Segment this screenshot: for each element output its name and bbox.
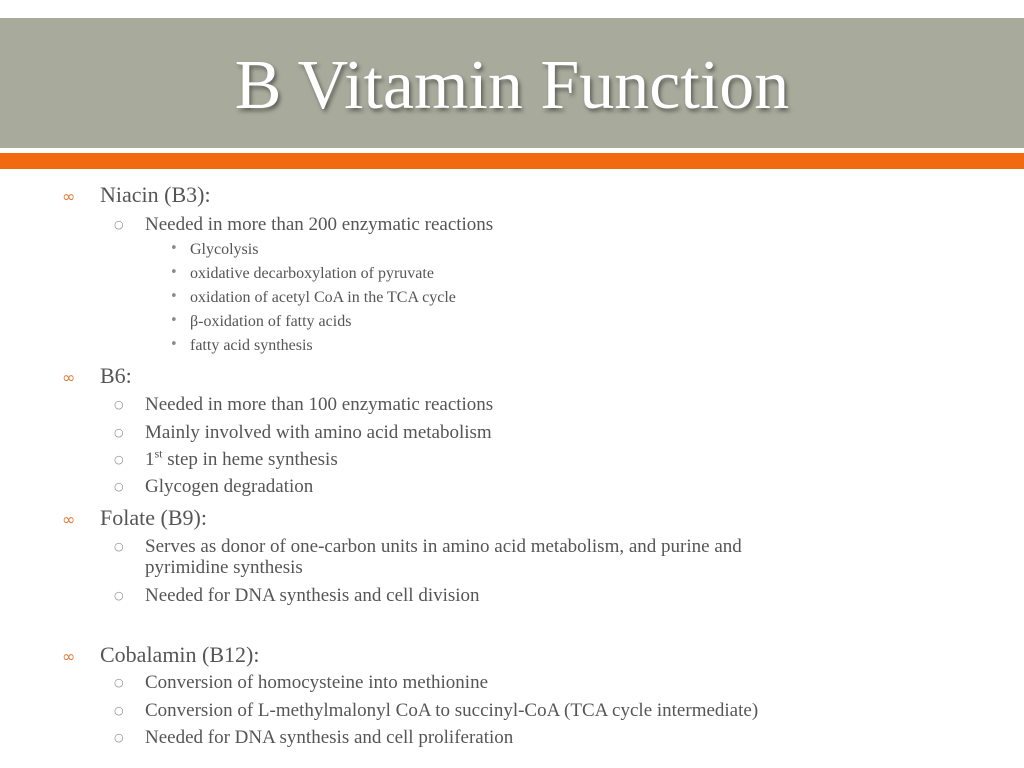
dot-bullet-icon: •: [170, 313, 178, 328]
list-item: Needed in more than 100 enzymatic reactions: [145, 394, 494, 415]
list-item: Conversion of L-methylmalonyl CoA to succinyl-CoA (TCA cycle intermediate): [145, 700, 759, 721]
dot-bullet-icon: •: [170, 337, 178, 352]
hollow-circle-bullet-icon: ○: [114, 426, 124, 439]
list-item: Glycogen degradation: [145, 476, 314, 497]
list-item-line2: pyrimidine synthesis: [145, 557, 303, 578]
slide-title: B Vitamin Function: [234, 47, 790, 124]
hollow-circle-bullet-icon: ○: [114, 589, 124, 602]
list-subitem: fatty acid synthesis: [190, 337, 313, 354]
list-item: [145, 446, 338, 471]
list-subitem: oxidation of acetyl CoA in the TCA cycle: [190, 289, 456, 306]
dot-bullet-icon: •: [170, 241, 178, 256]
hollow-circle-bullet-icon: ○: [114, 480, 124, 493]
list-subitem: oxidative decarboxylation of pyruvate: [190, 265, 434, 282]
list-item-line1: Serves as donor of one-carbon units in amino acid metabolism, and purine and: [145, 536, 742, 557]
hollow-circle-bullet-icon: ○: [114, 540, 124, 553]
item-text-prefix: 1: [145, 449, 155, 470]
list-item: Needed in more than 200 enzymatic reactions: [145, 214, 494, 235]
hollow-circle-bullet-icon: ○: [114, 676, 124, 689]
list-item: Conversion of homocysteine into methionine: [145, 672, 489, 693]
dot-bullet-icon: •: [170, 289, 178, 304]
infinity-bullet-icon: ∞: [62, 187, 72, 206]
item-text-superscript: st: [154, 446, 163, 461]
hollow-circle-bullet-icon: ○: [114, 731, 124, 744]
list-item: Needed for DNA synthesis and cell proliferation: [145, 727, 514, 748]
list-subitem: Glycolysis: [190, 241, 259, 258]
hollow-circle-bullet-icon: ○: [114, 398, 124, 411]
list-subitem: β-oxidation of fatty acids: [190, 313, 352, 330]
section-heading-b6: B6:: [100, 363, 132, 388]
infinity-bullet-icon: ∞: [62, 368, 72, 387]
infinity-bullet-icon: ∞: [62, 510, 72, 529]
hollow-circle-bullet-icon: ○: [114, 453, 124, 466]
list-item: Mainly involved with amino acid metabolism: [145, 422, 492, 443]
section-heading-niacin: Niacin (B3):: [100, 182, 211, 207]
dot-bullet-icon: •: [170, 265, 178, 280]
hollow-circle-bullet-icon: ○: [114, 704, 124, 717]
item-text-suffix: step in heme synthesis: [162, 449, 338, 470]
infinity-bullet-icon: ∞: [62, 647, 72, 666]
hollow-circle-bullet-icon: ○: [114, 218, 124, 231]
list-item: Needed for DNA synthesis and cell division: [145, 585, 480, 606]
section-heading-cobalamin: Cobalamin (B12):: [100, 642, 260, 667]
section-heading-folate: Folate (B9):: [100, 505, 207, 530]
